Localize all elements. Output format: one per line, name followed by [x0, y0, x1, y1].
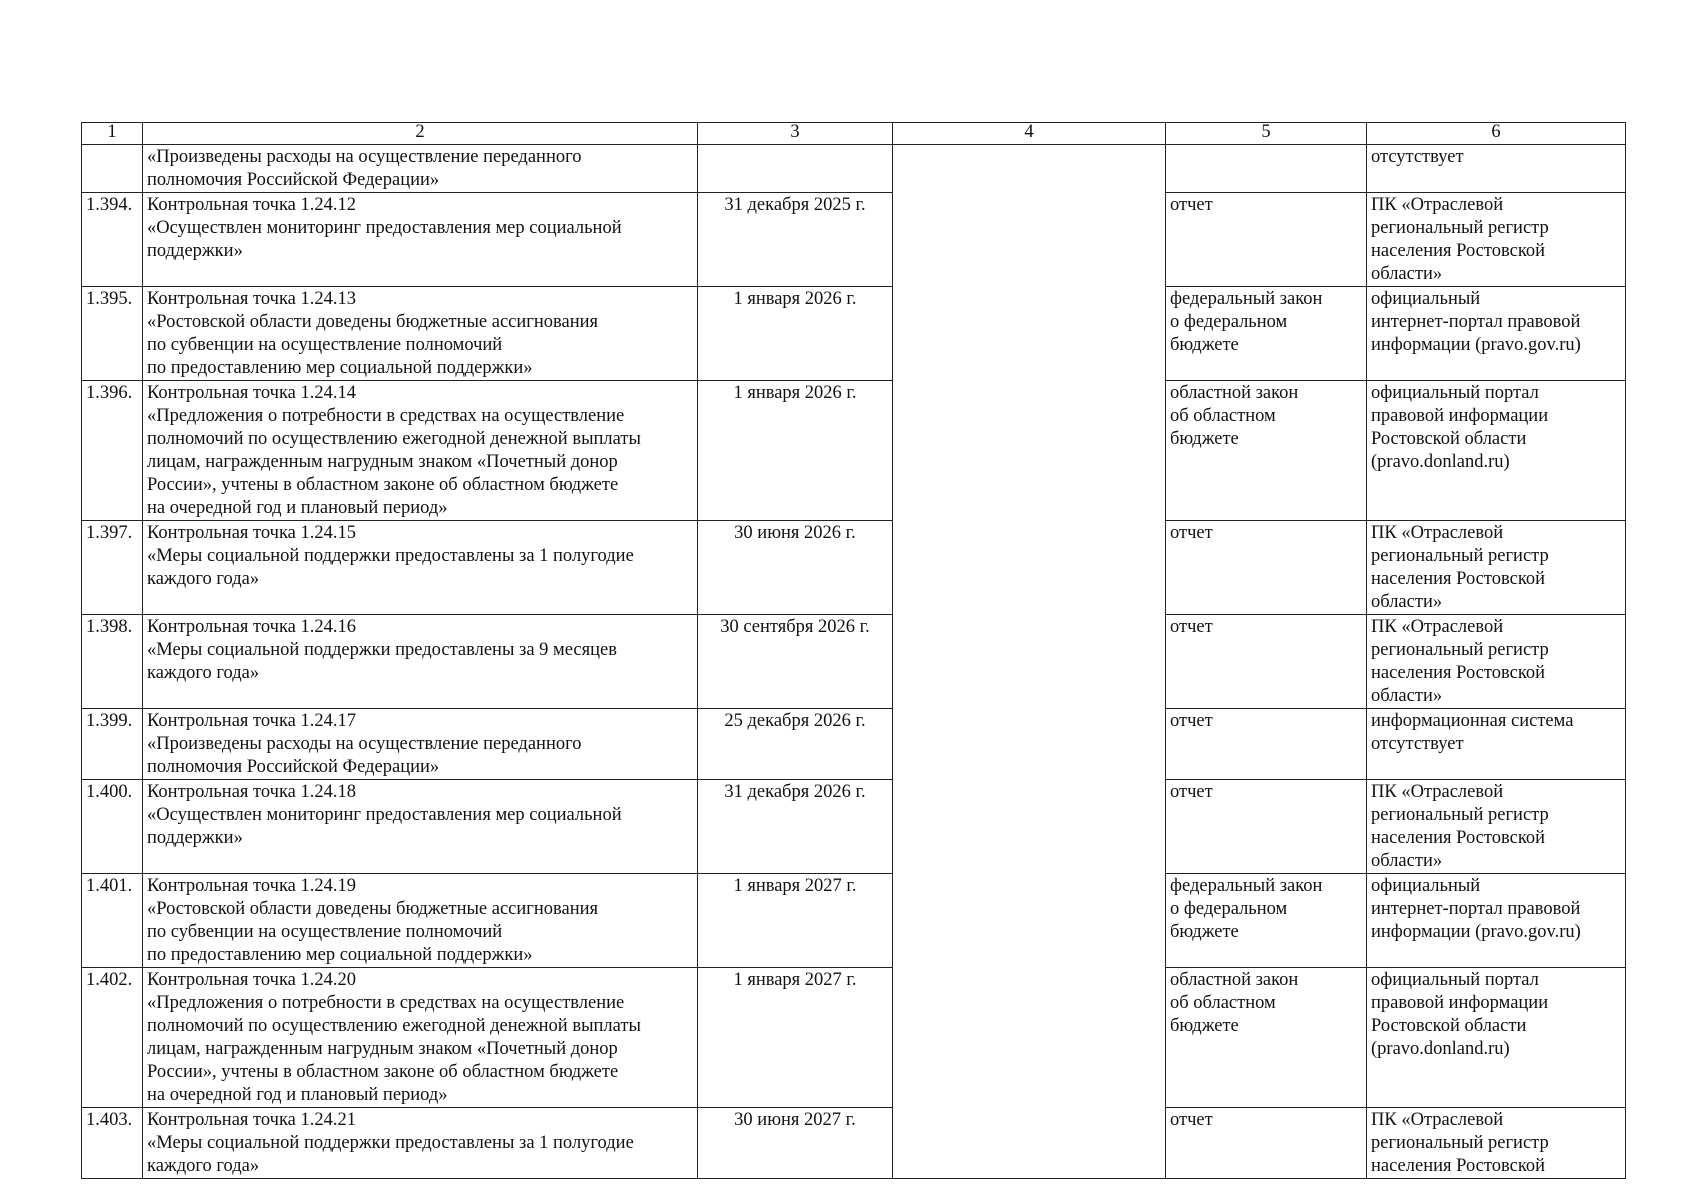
- document-type-line: федеральный закон: [1170, 876, 1323, 896]
- document-type-line: отчет: [1170, 1110, 1213, 1130]
- document-type-line: областной закон: [1170, 970, 1299, 990]
- description-line: лицам, награжденным нагрудным знаком «Почетный донор: [147, 1039, 618, 1059]
- deadline-date: 1 января 2027 г.: [733, 876, 857, 896]
- information-source-line: населения Ростовской: [1371, 1156, 1546, 1176]
- information-source-line: отсутствует: [1371, 147, 1464, 167]
- control-point-title: Контрольная точка 1.24.12: [147, 195, 357, 215]
- row-number: 1.401.: [86, 876, 133, 896]
- document-type-line: отчет: [1170, 523, 1213, 543]
- row-number: 1.395.: [86, 289, 133, 309]
- description-line: «Осуществлен мониторинг предоставления мер социальной: [147, 218, 622, 238]
- description-line: «Предложения о потребности в средствах на осуществление: [147, 993, 625, 1013]
- description-line: «Меры социальной поддержки предоставлены за 1 полугодие: [147, 546, 634, 566]
- information-source-cell: [1367, 968, 1626, 1108]
- description-line: «Меры социальной поддержки предоставлены за 1 полугодие: [147, 1133, 634, 1153]
- column-number-header-row: [82, 123, 1626, 145]
- description-line: полномочий по осуществлению ежегодной денежной выплаты: [147, 429, 641, 449]
- control-point-title: Контрольная точка 1.24.17: [147, 711, 357, 731]
- information-source-cell: [1367, 287, 1626, 381]
- row-number-cell: [82, 874, 143, 968]
- table-body: [82, 123, 1626, 1179]
- row-number-cell: [82, 709, 143, 780]
- information-source-line: интернет-портал правовой: [1371, 312, 1581, 332]
- row-number-cell: [82, 381, 143, 521]
- table-row: [82, 381, 1626, 521]
- row-number: 1.398.: [86, 617, 133, 637]
- information-source-line: области»: [1371, 592, 1443, 612]
- document-type-line: отчет: [1170, 617, 1213, 637]
- information-source-line: населения Ростовской: [1371, 663, 1546, 683]
- deadline-cell: [698, 1108, 893, 1179]
- description-line: лицам, награжденным нагрудным знаком «Почетный донор: [147, 452, 618, 472]
- document-type-cell: [1166, 145, 1367, 193]
- information-source-line: населения Ростовской: [1371, 828, 1546, 848]
- control-point-title: Контрольная точка 1.24.18: [147, 782, 357, 802]
- column-header-2: 2: [143, 123, 698, 145]
- information-source-line: региональный регистр: [1371, 1133, 1549, 1153]
- description-line: «Осуществлен мониторинг предоставления мер социальной: [147, 805, 622, 825]
- information-source-cell: [1367, 780, 1626, 874]
- description-line: каждого года»: [147, 663, 260, 683]
- document-type-line: бюджете: [1170, 429, 1239, 449]
- information-source-line: ПК «Отраслевой: [1371, 523, 1504, 543]
- description-line: на очередной год и плановый период»: [147, 498, 448, 518]
- row-number: 1.396.: [86, 383, 133, 403]
- information-source-line: ПК «Отраслевой: [1371, 617, 1504, 637]
- event-description-cell: [143, 615, 698, 709]
- row-number: 1.399.: [86, 711, 133, 731]
- row-number-cell: [82, 287, 143, 381]
- table-row: [82, 874, 1626, 968]
- deadline-cell: [698, 780, 893, 874]
- description-line: по предоставлению мер социальной поддержки»: [147, 358, 533, 378]
- information-source-cell: [1367, 1108, 1626, 1179]
- event-description-cell: [143, 968, 698, 1108]
- information-source-cell: [1367, 193, 1626, 287]
- description-line: на очередной год и плановый период»: [147, 1085, 448, 1105]
- information-source-line: информации (pravo.gov.ru): [1371, 335, 1581, 355]
- description-line: каждого года»: [147, 569, 260, 589]
- document-type-line: отчет: [1170, 195, 1213, 215]
- row-number-cell: [82, 615, 143, 709]
- event-description-cell: [143, 381, 698, 521]
- row-number: 1.402.: [86, 970, 133, 990]
- deadline-cell: [698, 874, 893, 968]
- document-page: [81, 122, 1625, 1179]
- deadline-date: 1 января 2027 г.: [733, 970, 857, 990]
- information-source-cell: [1367, 521, 1626, 615]
- deadline-date: 25 декабря 2026 г.: [724, 711, 866, 731]
- description-line: по субвенции на осуществление полномочий: [147, 922, 503, 942]
- control-point-title: Контрольная точка 1.24.15: [147, 523, 357, 543]
- description-line: поддержки»: [147, 828, 243, 848]
- table-row: [82, 287, 1626, 381]
- deadline-cell: [698, 381, 893, 521]
- information-source-line: информации (pravo.gov.ru): [1371, 922, 1581, 942]
- information-source-cell: [1367, 615, 1626, 709]
- deadline-cell: [698, 145, 893, 193]
- table-row: [82, 1108, 1626, 1179]
- deadline-cell: [698, 968, 893, 1108]
- information-source-line: правовой информации: [1371, 993, 1549, 1013]
- information-source-cell: [1367, 145, 1626, 193]
- table-row: [82, 709, 1626, 780]
- event-description-cell: [143, 145, 698, 193]
- column-header-1: 1: [82, 123, 143, 145]
- information-source-line: интернет-портал правовой: [1371, 899, 1581, 919]
- document-type-line: федеральный закон: [1170, 289, 1323, 309]
- document-type-line: бюджете: [1170, 335, 1239, 355]
- document-type-line: об областном: [1170, 993, 1276, 1013]
- information-source-line: ПК «Отраслевой: [1371, 782, 1504, 802]
- information-source-cell: [1367, 709, 1626, 780]
- responsible-cell-merged: [893, 145, 1166, 1179]
- document-type-cell: [1166, 615, 1367, 709]
- row-number: 1.397.: [86, 523, 133, 543]
- description-line: «Предложения о потребности в средствах на осуществление: [147, 406, 625, 426]
- description-line: России», учтены в областном законе об областном бюджете: [147, 1062, 619, 1082]
- column-header-5: 5: [1166, 123, 1367, 145]
- row-number-cell: [82, 145, 143, 193]
- table-row: [82, 968, 1626, 1108]
- document-type-line: отчет: [1170, 782, 1213, 802]
- description-line: «Ростовской области доведены бюджетные ассигнования: [147, 899, 599, 919]
- information-source-line: области»: [1371, 851, 1443, 871]
- description-line: полномочия Российской Федерации»: [147, 757, 440, 777]
- information-source-line: населения Ростовской: [1371, 241, 1546, 261]
- row-number-cell: [82, 780, 143, 874]
- document-type-cell: [1166, 193, 1367, 287]
- event-description-cell: [143, 193, 698, 287]
- document-type-line: бюджете: [1170, 922, 1239, 942]
- event-description-cell: [143, 874, 698, 968]
- row-number: 1.400.: [86, 782, 133, 802]
- information-source-line: населения Ростовской: [1371, 569, 1546, 589]
- information-source-line: ПК «Отраслевой: [1371, 1110, 1504, 1130]
- information-source-cell: [1367, 381, 1626, 521]
- information-source-line: информационная система: [1371, 711, 1574, 731]
- information-source-line: официальный портал: [1371, 970, 1539, 990]
- description-line: России», учтены в областном законе об областном бюджете: [147, 475, 619, 495]
- document-type-line: отчет: [1170, 711, 1213, 731]
- control-point-title: Контрольная точка 1.24.14: [147, 383, 357, 403]
- deadline-cell: [698, 193, 893, 287]
- row-number-cell: [82, 968, 143, 1108]
- information-source-line: региональный регистр: [1371, 805, 1549, 825]
- table-row: [82, 193, 1626, 287]
- column-header-6: 6: [1367, 123, 1626, 145]
- event-description-cell: [143, 780, 698, 874]
- table-row: [82, 521, 1626, 615]
- information-source-line: официальный: [1371, 876, 1481, 896]
- event-description-cell: [143, 709, 698, 780]
- information-source-line: Ростовской области: [1371, 1016, 1527, 1036]
- description-line: поддержки»: [147, 241, 243, 261]
- column-header-3: 3: [698, 123, 893, 145]
- information-source-line: официальный портал: [1371, 383, 1539, 403]
- document-type-cell: [1166, 287, 1367, 381]
- control-point-title: Контрольная точка 1.24.21: [147, 1110, 357, 1130]
- description-line: «Ростовской области доведены бюджетные ассигнования: [147, 312, 599, 332]
- deadline-date: 1 января 2026 г.: [733, 383, 857, 403]
- information-source-line: отсутствует: [1371, 734, 1464, 754]
- document-type-cell: [1166, 874, 1367, 968]
- information-source-line: официальный: [1371, 289, 1481, 309]
- control-point-title: Контрольная точка 1.24.13: [147, 289, 357, 309]
- information-source-line: Ростовской области: [1371, 429, 1527, 449]
- document-type-cell: [1166, 1108, 1367, 1179]
- description-line: полномочий по осуществлению ежегодной денежной выплаты: [147, 1016, 641, 1036]
- control-point-title: Контрольная точка 1.24.20: [147, 970, 357, 990]
- row-number: 1.403.: [86, 1110, 133, 1130]
- information-source-line: области»: [1371, 264, 1443, 284]
- document-type-cell: [1166, 521, 1367, 615]
- deadline-cell: [698, 709, 893, 780]
- row-number: 1.394.: [86, 195, 133, 215]
- control-point-title: Контрольная точка 1.24.16: [147, 617, 357, 637]
- row-number-cell: [82, 1108, 143, 1179]
- document-type-line: об областном: [1170, 406, 1276, 426]
- row-number-cell: [82, 521, 143, 615]
- deadline-date: 30 сентября 2026 г.: [720, 617, 870, 637]
- control-points-table: [81, 122, 1626, 1179]
- deadline-cell: [698, 615, 893, 709]
- control-point-title: Контрольная точка 1.24.19: [147, 876, 357, 896]
- row-number-cell: [82, 193, 143, 287]
- deadline-date: 31 декабря 2025 г.: [724, 195, 866, 215]
- description-line: полномочия Российской Федерации»: [147, 170, 440, 190]
- information-source-line: ПК «Отраслевой: [1371, 195, 1504, 215]
- table-row: [82, 145, 1626, 193]
- table-row: [82, 780, 1626, 874]
- information-source-line: (pravo.donland.ru): [1371, 1039, 1510, 1059]
- document-type-cell: [1166, 381, 1367, 521]
- event-description-cell: [143, 1108, 698, 1179]
- description-line: каждого года»: [147, 1156, 260, 1176]
- information-source-line: региональный регистр: [1371, 546, 1549, 566]
- deadline-date: 30 июня 2026 г.: [734, 523, 856, 543]
- information-source-line: правовой информации: [1371, 406, 1549, 426]
- deadline-cell: [698, 521, 893, 615]
- deadline-date: 30 июня 2027 г.: [734, 1110, 856, 1130]
- deadline-date: 31 декабря 2026 г.: [724, 782, 866, 802]
- information-source-line: (pravo.donland.ru): [1371, 452, 1510, 472]
- event-description-cell: [143, 521, 698, 615]
- document-type-line: областной закон: [1170, 383, 1299, 403]
- information-source-line: региональный регистр: [1371, 640, 1549, 660]
- description-line: «Меры социальной поддержки предоставлены за 9 месяцев: [147, 640, 617, 660]
- deadline-cell: [698, 287, 893, 381]
- description-line: «Произведены расходы на осуществление переданного: [147, 734, 582, 754]
- deadline-date: 1 января 2026 г.: [733, 289, 857, 309]
- column-header-4: 4: [893, 123, 1166, 145]
- document-type-line: о федеральном: [1170, 899, 1288, 919]
- document-type-cell: [1166, 968, 1367, 1108]
- document-type-cell: [1166, 709, 1367, 780]
- document-type-cell: [1166, 780, 1367, 874]
- information-source-cell: [1367, 874, 1626, 968]
- description-line: по предоставлению мер социальной поддержки»: [147, 945, 533, 965]
- table-row: [82, 615, 1626, 709]
- event-description-cell: [143, 287, 698, 381]
- document-type-line: о федеральном: [1170, 312, 1288, 332]
- document-type-line: бюджете: [1170, 1016, 1239, 1036]
- information-source-line: региональный регистр: [1371, 218, 1549, 238]
- information-source-line: области»: [1371, 686, 1443, 706]
- description-line: по субвенции на осуществление полномочий: [147, 335, 503, 355]
- description-line: «Произведены расходы на осуществление переданного: [147, 147, 582, 167]
